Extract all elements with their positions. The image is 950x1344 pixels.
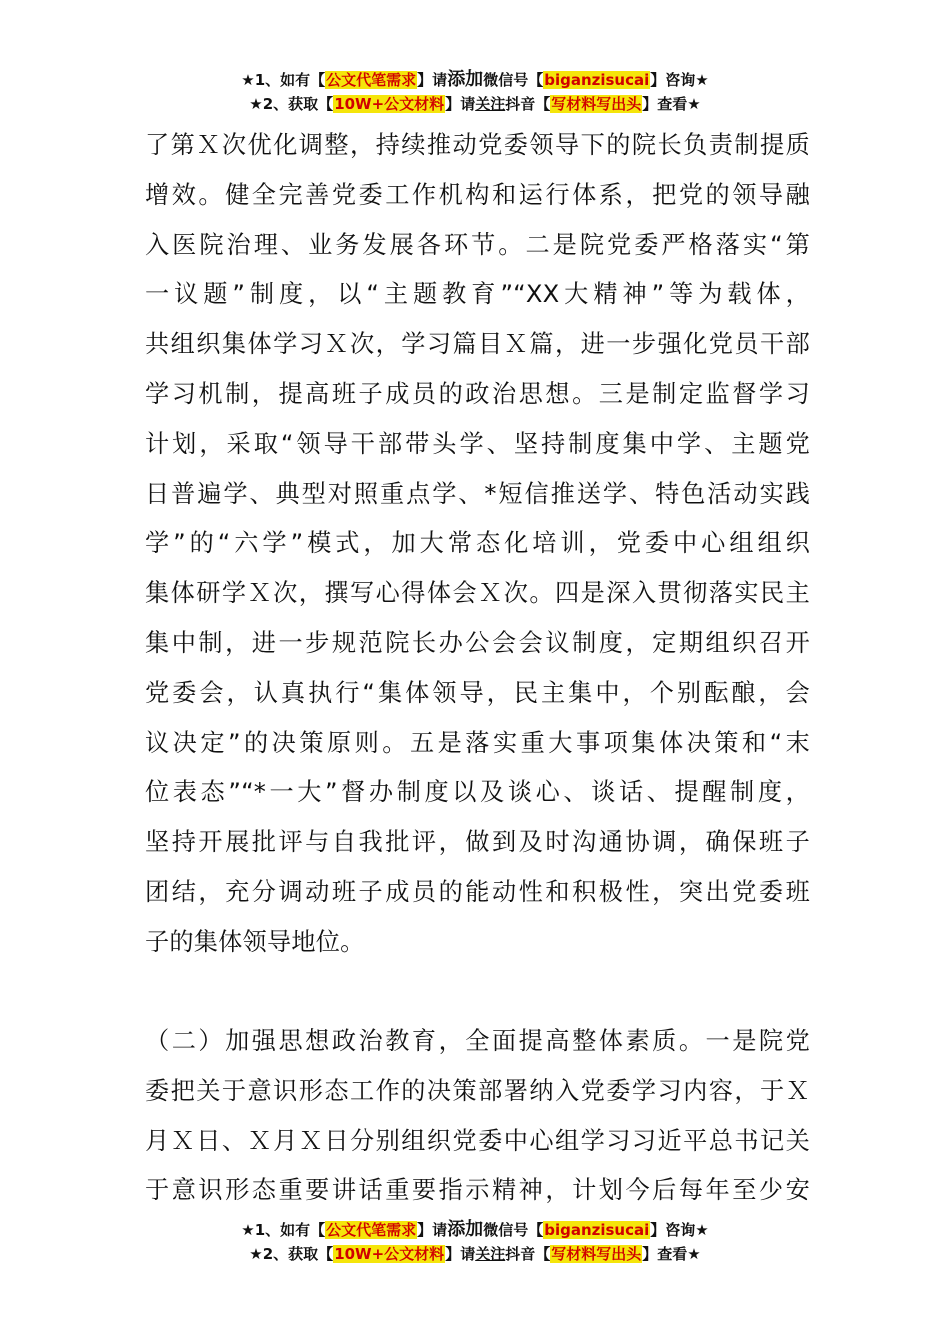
text-line: 党委会，认真执行“集体领导，民主集中，个别酝酿，会: [145, 678, 810, 707]
text-line: 一议题”制度，以“主题教育”“XX大精神”等为载体，: [145, 280, 810, 309]
text-line: 入医院治理、业务发展各环节。二是院党委严格落实“第: [145, 230, 810, 259]
banner-text: 】请: [445, 95, 476, 113]
highlight-service: 公文代笔需求: [326, 71, 417, 89]
banner-text: 】请: [417, 71, 448, 89]
banner-text: 】查看★: [642, 1245, 701, 1263]
highlight-service: 公文代笔需求: [326, 1221, 417, 1239]
banner-line-2: [0, 92, 950, 116]
banner-line-2: [0, 1242, 950, 1266]
banner-text: ★2、获取【: [249, 1245, 334, 1263]
banner-text: 抖音【: [505, 95, 551, 113]
banner-text: 微信号【: [483, 71, 544, 89]
banner-text: 】请: [417, 1221, 448, 1239]
banner-text: 】查看★: [642, 95, 701, 113]
highlight-douyin: 写材料写出头: [551, 95, 642, 113]
banner-text: ★1、如有【: [241, 71, 326, 89]
highlight-materials: 10W+公文材料: [334, 1245, 445, 1263]
banner-text: ★1、如有【: [241, 1221, 326, 1239]
banner-emphasis: 关注: [475, 95, 506, 113]
text-line: 于意识形态重要讲话重要指示精神，计划今后每年至少安: [145, 1176, 810, 1205]
text-line: 议决定”的决策原则。五是落实重大事项集体决策和“末: [145, 728, 810, 757]
text-line: 委把关于意识形态工作的决策部署纳入党委学习内容，于Ｘ: [145, 1076, 810, 1105]
text-line: 日普遍学、典型对照重点学、*短信推送学、特色活动实践: [145, 479, 810, 508]
body-paragraph-2: [145, 1017, 810, 1216]
banner-text: 】咨询★: [650, 1221, 709, 1239]
highlight-wechat-id: biganzisucai: [544, 71, 650, 89]
banner-emphasis: 添加: [447, 1219, 484, 1240]
body-paragraph-1: [145, 121, 810, 968]
text-line: 子的集体领导地位。: [145, 927, 365, 956]
text-line: 集中制，进一步规范院长办公会会议制度，定期组织召开: [145, 628, 810, 657]
banner-text: 】请: [445, 1245, 476, 1263]
text-line: 了第Ｘ次优化调整，持续推动党委领导下的院长负责制提质: [145, 131, 810, 159]
header-banner: [0, 68, 950, 116]
banner-text: ★2、获取【: [249, 95, 334, 113]
text-line: 月Ｘ日、Ｘ月Ｘ日分别组织党委中心组学习习近平总书记关: [145, 1126, 810, 1155]
text-line: （二）加强思想政治教育，全面提高整体素质。一是院党: [145, 1027, 810, 1055]
text-line: 团结，充分调动班子成员的能动性和积极性，突出党委班: [145, 877, 810, 906]
text-line: 计划，采取“领导干部带头学、坚持制度集中学、主题党: [145, 429, 810, 458]
highlight-douyin: 写材料写出头: [551, 1245, 642, 1263]
banner-text: 微信号【: [483, 1221, 544, 1239]
banner-emphasis: 添加: [447, 69, 484, 90]
banner-line-1: [0, 1218, 950, 1242]
highlight-wechat-id: biganzisucai: [544, 1221, 650, 1239]
text-line: 增效。健全完善党委工作机构和运行体系，把党的领导融: [145, 180, 810, 209]
text-line: 学”的“六学”模式，加大常态化培训，党委中心组组织: [145, 529, 810, 558]
banner-text: 】咨询★: [650, 71, 709, 89]
footer-banner: [0, 1218, 950, 1266]
highlight-materials: 10W+公文材料: [334, 95, 445, 113]
text-line: 学习机制，提高班子成员的政治思想。三是制定监督学习: [145, 379, 810, 408]
text-line: 坚持开展批评与自我批评，做到及时沟通协调，确保班子: [145, 828, 810, 857]
text-line: 集体研学Ｘ次，撰写心得体会Ｘ次。四是深入贯彻落实民主: [145, 579, 810, 608]
banner-text: 抖音【: [505, 1245, 551, 1263]
text-line: 共组织集体学习Ｘ次，学习篇目Ｘ篇，进一步强化党员干部: [145, 330, 810, 359]
text-line: 位表态”“*一大”督办制度以及谈心、谈话、提醒制度，: [145, 778, 810, 807]
banner-line-1: [0, 68, 950, 92]
banner-emphasis: 关注: [475, 1245, 506, 1263]
